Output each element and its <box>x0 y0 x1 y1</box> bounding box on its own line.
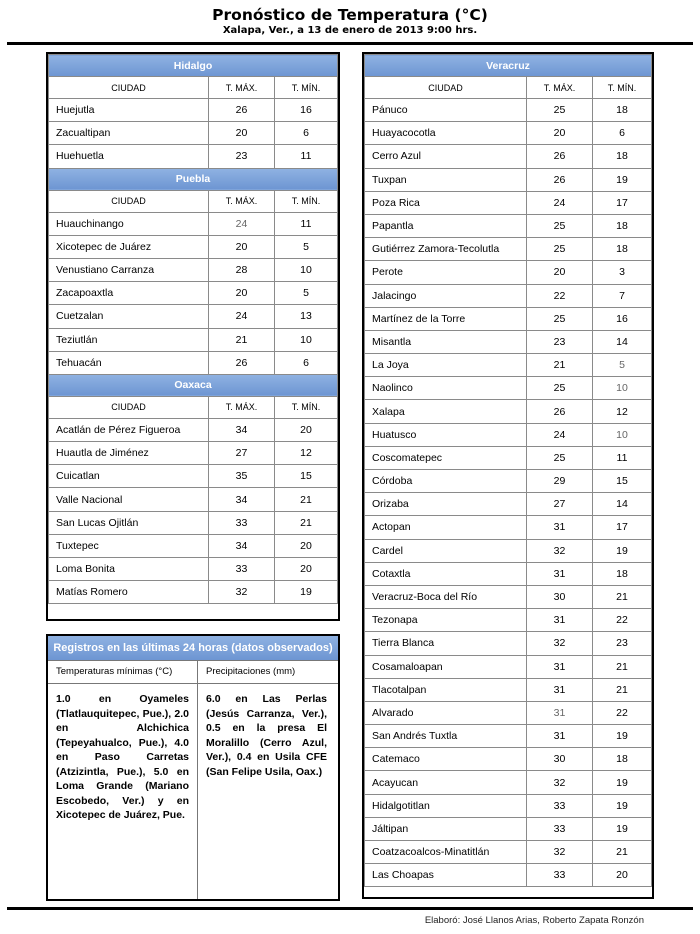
table-row <box>49 122 338 145</box>
records-precip-header: Precipitaciones (mm) <box>206 666 296 677</box>
temp-max: 32 <box>527 841 593 864</box>
table-row <box>365 354 652 377</box>
temp-min: 14 <box>593 330 652 353</box>
table-row <box>365 284 652 307</box>
group-header-oaxaca <box>49 374 338 396</box>
temp-max: 23 <box>527 330 593 353</box>
temp-max: 33 <box>209 558 275 581</box>
table-row <box>365 516 652 539</box>
city-name: Jalacingo <box>365 284 527 307</box>
table-row <box>365 748 652 771</box>
table-row <box>49 581 338 604</box>
temp-max: 26 <box>209 99 275 122</box>
table-row <box>365 539 652 562</box>
temp-max: 32 <box>527 632 593 655</box>
temp-max: 27 <box>209 442 275 465</box>
table-row <box>365 99 652 122</box>
city-name: Cosamaloapan <box>365 655 527 678</box>
city-name: San Andrés Tuxtla <box>365 725 527 748</box>
city-name: Alvarado <box>365 701 527 724</box>
temp-min: 22 <box>593 609 652 632</box>
city-name: Xicotepec de Juárez <box>49 235 209 258</box>
temp-max: 24 <box>209 212 275 235</box>
group-name: Veracruz <box>365 55 652 77</box>
temp-max: 33 <box>527 794 593 817</box>
temp-max: 25 <box>527 99 593 122</box>
temp-max: 28 <box>209 258 275 281</box>
city-name: Tuxtepec <box>49 534 209 557</box>
table-row <box>365 330 652 353</box>
temp-max: 24 <box>527 423 593 446</box>
temp-min: 21 <box>593 841 652 864</box>
temp-max: 25 <box>527 307 593 330</box>
temp-max: 20 <box>209 282 275 305</box>
city-name: Martínez de la Torre <box>365 307 527 330</box>
temp-max: 31 <box>527 609 593 632</box>
city-name: Cotaxtla <box>365 562 527 585</box>
temp-min: 10 <box>275 328 338 351</box>
column-header-min: T. MÍN. <box>275 190 338 212</box>
temp-max: 20 <box>527 261 593 284</box>
city-name: Jáltipan <box>365 817 527 840</box>
table-row <box>49 145 338 168</box>
temp-min: 16 <box>275 99 338 122</box>
temp-max: 26 <box>527 400 593 423</box>
temp-max: 25 <box>527 446 593 469</box>
table-row <box>49 258 338 281</box>
city-name: Coscomatepec <box>365 446 527 469</box>
veracruz-forecast-panel <box>362 52 654 899</box>
city-name: Huauchinango <box>49 212 209 235</box>
table-row <box>365 261 652 284</box>
city-name: Veracruz-Boca del Río <box>365 585 527 608</box>
table-row <box>365 701 652 724</box>
city-name: Huayacocotla <box>365 122 527 145</box>
left-forecast-panel <box>46 52 340 621</box>
temp-min: 17 <box>593 516 652 539</box>
column-header-max: T. MÁX. <box>209 396 275 418</box>
city-name: Actopan <box>365 516 527 539</box>
temp-max: 34 <box>209 488 275 511</box>
temp-min: 18 <box>593 99 652 122</box>
city-name: Coatzacoalcos-Minatitlán <box>365 841 527 864</box>
table-row <box>49 282 338 305</box>
city-name: Poza Rica <box>365 191 527 214</box>
table-row <box>365 725 652 748</box>
city-name: San Lucas Ojitlán <box>49 511 209 534</box>
city-name: Hidalgotitlan <box>365 794 527 817</box>
table-row <box>365 238 652 261</box>
city-name: Catemaco <box>365 748 527 771</box>
temp-max: 22 <box>527 284 593 307</box>
temp-min: 11 <box>593 446 652 469</box>
temp-min: 15 <box>593 470 652 493</box>
city-name: Huatusco <box>365 423 527 446</box>
temp-max: 32 <box>209 581 275 604</box>
temp-min: 20 <box>275 534 338 557</box>
temp-min: 12 <box>275 442 338 465</box>
temp-min: 16 <box>593 307 652 330</box>
city-name: Teziutlán <box>49 328 209 351</box>
city-name: Xalapa <box>365 400 527 423</box>
city-name: Perote <box>365 261 527 284</box>
table-row <box>49 488 338 511</box>
temp-min: 10 <box>593 377 652 400</box>
temp-min: 20 <box>593 864 652 887</box>
temp-min: 19 <box>593 168 652 191</box>
temp-min: 19 <box>593 771 652 794</box>
column-header-max: T. MÁX. <box>209 190 275 212</box>
table-row <box>49 418 338 441</box>
temp-min: 22 <box>593 701 652 724</box>
city-name: Misantla <box>365 330 527 353</box>
table-row <box>365 377 652 400</box>
temp-min: 19 <box>593 725 652 748</box>
city-name: Tlacotalpan <box>365 678 527 701</box>
column-header-max: T. MÁX. <box>209 77 275 99</box>
temp-max: 20 <box>527 122 593 145</box>
table-row <box>365 794 652 817</box>
column-header-row <box>49 396 338 418</box>
city-name: Orizaba <box>365 493 527 516</box>
temp-max: 21 <box>527 354 593 377</box>
temp-min: 12 <box>593 400 652 423</box>
group-header-veracruz <box>365 55 652 77</box>
temp-min: 7 <box>593 284 652 307</box>
city-name: Venustiano Carranza <box>49 258 209 281</box>
temp-min: 18 <box>593 238 652 261</box>
temp-max: 35 <box>209 465 275 488</box>
table-row <box>365 841 652 864</box>
temp-max: 24 <box>527 191 593 214</box>
city-name: Tezonapa <box>365 609 527 632</box>
temp-min: 19 <box>275 581 338 604</box>
city-name: Naolinco <box>365 377 527 400</box>
city-name: Loma Bonita <box>49 558 209 581</box>
records-panel <box>46 634 340 901</box>
page-title: Pronóstico de Temperatura (°C) <box>212 6 488 24</box>
temp-min: 11 <box>275 212 338 235</box>
temp-max: 23 <box>209 145 275 168</box>
temp-max: 34 <box>209 418 275 441</box>
temp-min: 5 <box>593 354 652 377</box>
temp-max: 31 <box>527 562 593 585</box>
table-row <box>365 864 652 887</box>
city-name: Papantla <box>365 214 527 237</box>
table-row <box>365 771 652 794</box>
table-row <box>365 307 652 330</box>
table-row <box>365 446 652 469</box>
temp-min: 20 <box>275 418 338 441</box>
veracruz-forecast-table <box>364 54 652 887</box>
city-name: Tehuacán <box>49 351 209 374</box>
city-name: Acayucan <box>365 771 527 794</box>
temp-min: 18 <box>593 748 652 771</box>
temp-min: 5 <box>275 282 338 305</box>
table-row <box>365 191 652 214</box>
table-row <box>49 558 338 581</box>
table-row <box>365 609 652 632</box>
city-name: Cerro Azul <box>365 145 527 168</box>
left-forecast-table <box>48 54 338 604</box>
city-name: Valle Nacional <box>49 488 209 511</box>
temp-min: 3 <box>593 261 652 284</box>
column-header-row <box>49 190 338 212</box>
temp-max: 32 <box>527 771 593 794</box>
city-name: Cuicatlan <box>49 465 209 488</box>
city-name: Tierra Blanca <box>365 632 527 655</box>
table-row <box>49 235 338 258</box>
temp-max: 20 <box>209 235 275 258</box>
column-header-row <box>365 77 652 99</box>
table-row <box>365 168 652 191</box>
temp-max: 26 <box>209 351 275 374</box>
records-precip-text: 6.0 en Las Perlas (Jesús Carranza, Ver.), 0.5 en la presa El Moralillo (Cerro Azul, Ver.), 0.4 en Usila CFE (San Felipe Usila, Oax.) <box>206 693 327 778</box>
records-min-header: Temperaturas mínimas (°C) <box>48 661 198 683</box>
city-name: Huautla de Jiménez <box>49 442 209 465</box>
records-title: Registros en las últimas 24 horas (datos observados) <box>48 636 338 661</box>
temp-min: 6 <box>275 122 338 145</box>
temp-max: 31 <box>527 655 593 678</box>
city-name: Gutiérrez Zamora-Tecolutla <box>365 238 527 261</box>
column-header-city: CIUDAD <box>49 396 209 418</box>
table-row <box>365 655 652 678</box>
table-row <box>49 305 338 328</box>
temp-max: 21 <box>209 328 275 351</box>
table-row <box>365 562 652 585</box>
temp-min: 21 <box>593 655 652 678</box>
group-header-hidalgo <box>49 55 338 77</box>
temp-min: 21 <box>593 585 652 608</box>
temp-max: 33 <box>527 817 593 840</box>
temp-max: 25 <box>527 238 593 261</box>
table-row <box>49 511 338 534</box>
table-row <box>365 493 652 516</box>
temp-min: 18 <box>593 562 652 585</box>
city-name: Huehuetla <box>49 145 209 168</box>
temp-min: 21 <box>593 678 652 701</box>
records-headers <box>48 661 338 684</box>
temp-max: 26 <box>527 145 593 168</box>
table-row <box>49 351 338 374</box>
temp-min: 23 <box>593 632 652 655</box>
footer-credits: Elaboró: José Llanos Arias, Roberto Zapata Ronzón <box>424 915 644 926</box>
city-name: Zacualtipan <box>49 122 209 145</box>
temp-max: 33 <box>209 511 275 534</box>
temp-max: 34 <box>209 534 275 557</box>
temp-min: 15 <box>275 465 338 488</box>
table-row <box>49 328 338 351</box>
temp-min: 5 <box>275 235 338 258</box>
group-name: Puebla <box>49 168 338 190</box>
table-row <box>365 400 652 423</box>
temp-max: 30 <box>527 585 593 608</box>
temp-min: 19 <box>593 817 652 840</box>
city-name: Matías Romero <box>49 581 209 604</box>
table-row <box>49 212 338 235</box>
temp-max: 33 <box>527 864 593 887</box>
table-row <box>49 534 338 557</box>
city-name: Cardel <box>365 539 527 562</box>
temp-max: 31 <box>527 678 593 701</box>
temp-min: 6 <box>593 122 652 145</box>
column-header-city: CIUDAD <box>49 190 209 212</box>
city-name: Huejutla <box>49 99 209 122</box>
column-header-min: T. MÍN. <box>275 77 338 99</box>
table-row <box>365 423 652 446</box>
records-body <box>48 684 338 901</box>
temp-max: 26 <box>527 168 593 191</box>
records-min-text: 1.0 en Oyameles (Tlatlauquitepec, Pue.), 2.0 en Alchichica (Tepeyahualco, Pue.), 4.0 en Paso Carretas (Atzizintla, Pue.), 5.0 en Loma Grande (Mariano Escobedo, Ver.) y en Xicotepec de Juárez, Pue. <box>48 684 198 901</box>
temp-min: 18 <box>593 214 652 237</box>
group-name: Oaxaca <box>49 374 338 396</box>
city-name: Pánuco <box>365 99 527 122</box>
city-name: Acatlán de Pérez Figueroa <box>49 418 209 441</box>
city-name: Tuxpan <box>365 168 527 191</box>
city-name: La Joya <box>365 354 527 377</box>
temp-max: 31 <box>527 725 593 748</box>
temp-min: 20 <box>275 558 338 581</box>
table-row <box>365 585 652 608</box>
temp-max: 27 <box>527 493 593 516</box>
group-name: Hidalgo <box>49 55 338 77</box>
temp-max: 20 <box>209 122 275 145</box>
temp-max: 24 <box>209 305 275 328</box>
temp-min: 10 <box>593 423 652 446</box>
temp-min: 17 <box>593 191 652 214</box>
city-name: Las Choapas <box>365 864 527 887</box>
table-row <box>365 817 652 840</box>
table-row <box>365 678 652 701</box>
temp-max: 30 <box>527 748 593 771</box>
city-name: Córdoba <box>365 470 527 493</box>
temp-max: 32 <box>527 539 593 562</box>
city-name: Cuetzalan <box>49 305 209 328</box>
temp-max: 25 <box>527 214 593 237</box>
temp-min: 21 <box>275 511 338 534</box>
temp-min: 14 <box>593 493 652 516</box>
temp-max: 25 <box>527 377 593 400</box>
column-header-city: CIUDAD <box>49 77 209 99</box>
table-row <box>365 632 652 655</box>
column-header-min: T. MÍN. <box>275 396 338 418</box>
temp-min: 13 <box>275 305 338 328</box>
top-rule <box>7 42 693 45</box>
column-header-city: CIUDAD <box>365 77 527 99</box>
table-row <box>49 465 338 488</box>
temp-min: 19 <box>593 539 652 562</box>
bottom-rule <box>7 907 693 910</box>
temp-max: 31 <box>527 701 593 724</box>
temp-max: 31 <box>527 516 593 539</box>
temp-min: 10 <box>275 258 338 281</box>
table-row <box>365 122 652 145</box>
column-header-row <box>49 77 338 99</box>
temp-min: 18 <box>593 145 652 168</box>
page-subtitle: Xalapa, Ver., a 13 de enero de 2013 9:00 hrs. <box>222 25 478 36</box>
table-row <box>365 470 652 493</box>
temp-min: 21 <box>275 488 338 511</box>
table-row <box>365 145 652 168</box>
table-row <box>49 99 338 122</box>
temp-min: 6 <box>275 351 338 374</box>
city-name: Zacapoaxtla <box>49 282 209 305</box>
group-header-puebla <box>49 168 338 190</box>
column-header-min: T. MÍN. <box>593 77 652 99</box>
table-row <box>365 214 652 237</box>
temp-min: 11 <box>275 145 338 168</box>
temp-min: 19 <box>593 794 652 817</box>
column-header-max: T. MÁX. <box>527 77 593 99</box>
temp-max: 29 <box>527 470 593 493</box>
table-row <box>49 442 338 465</box>
